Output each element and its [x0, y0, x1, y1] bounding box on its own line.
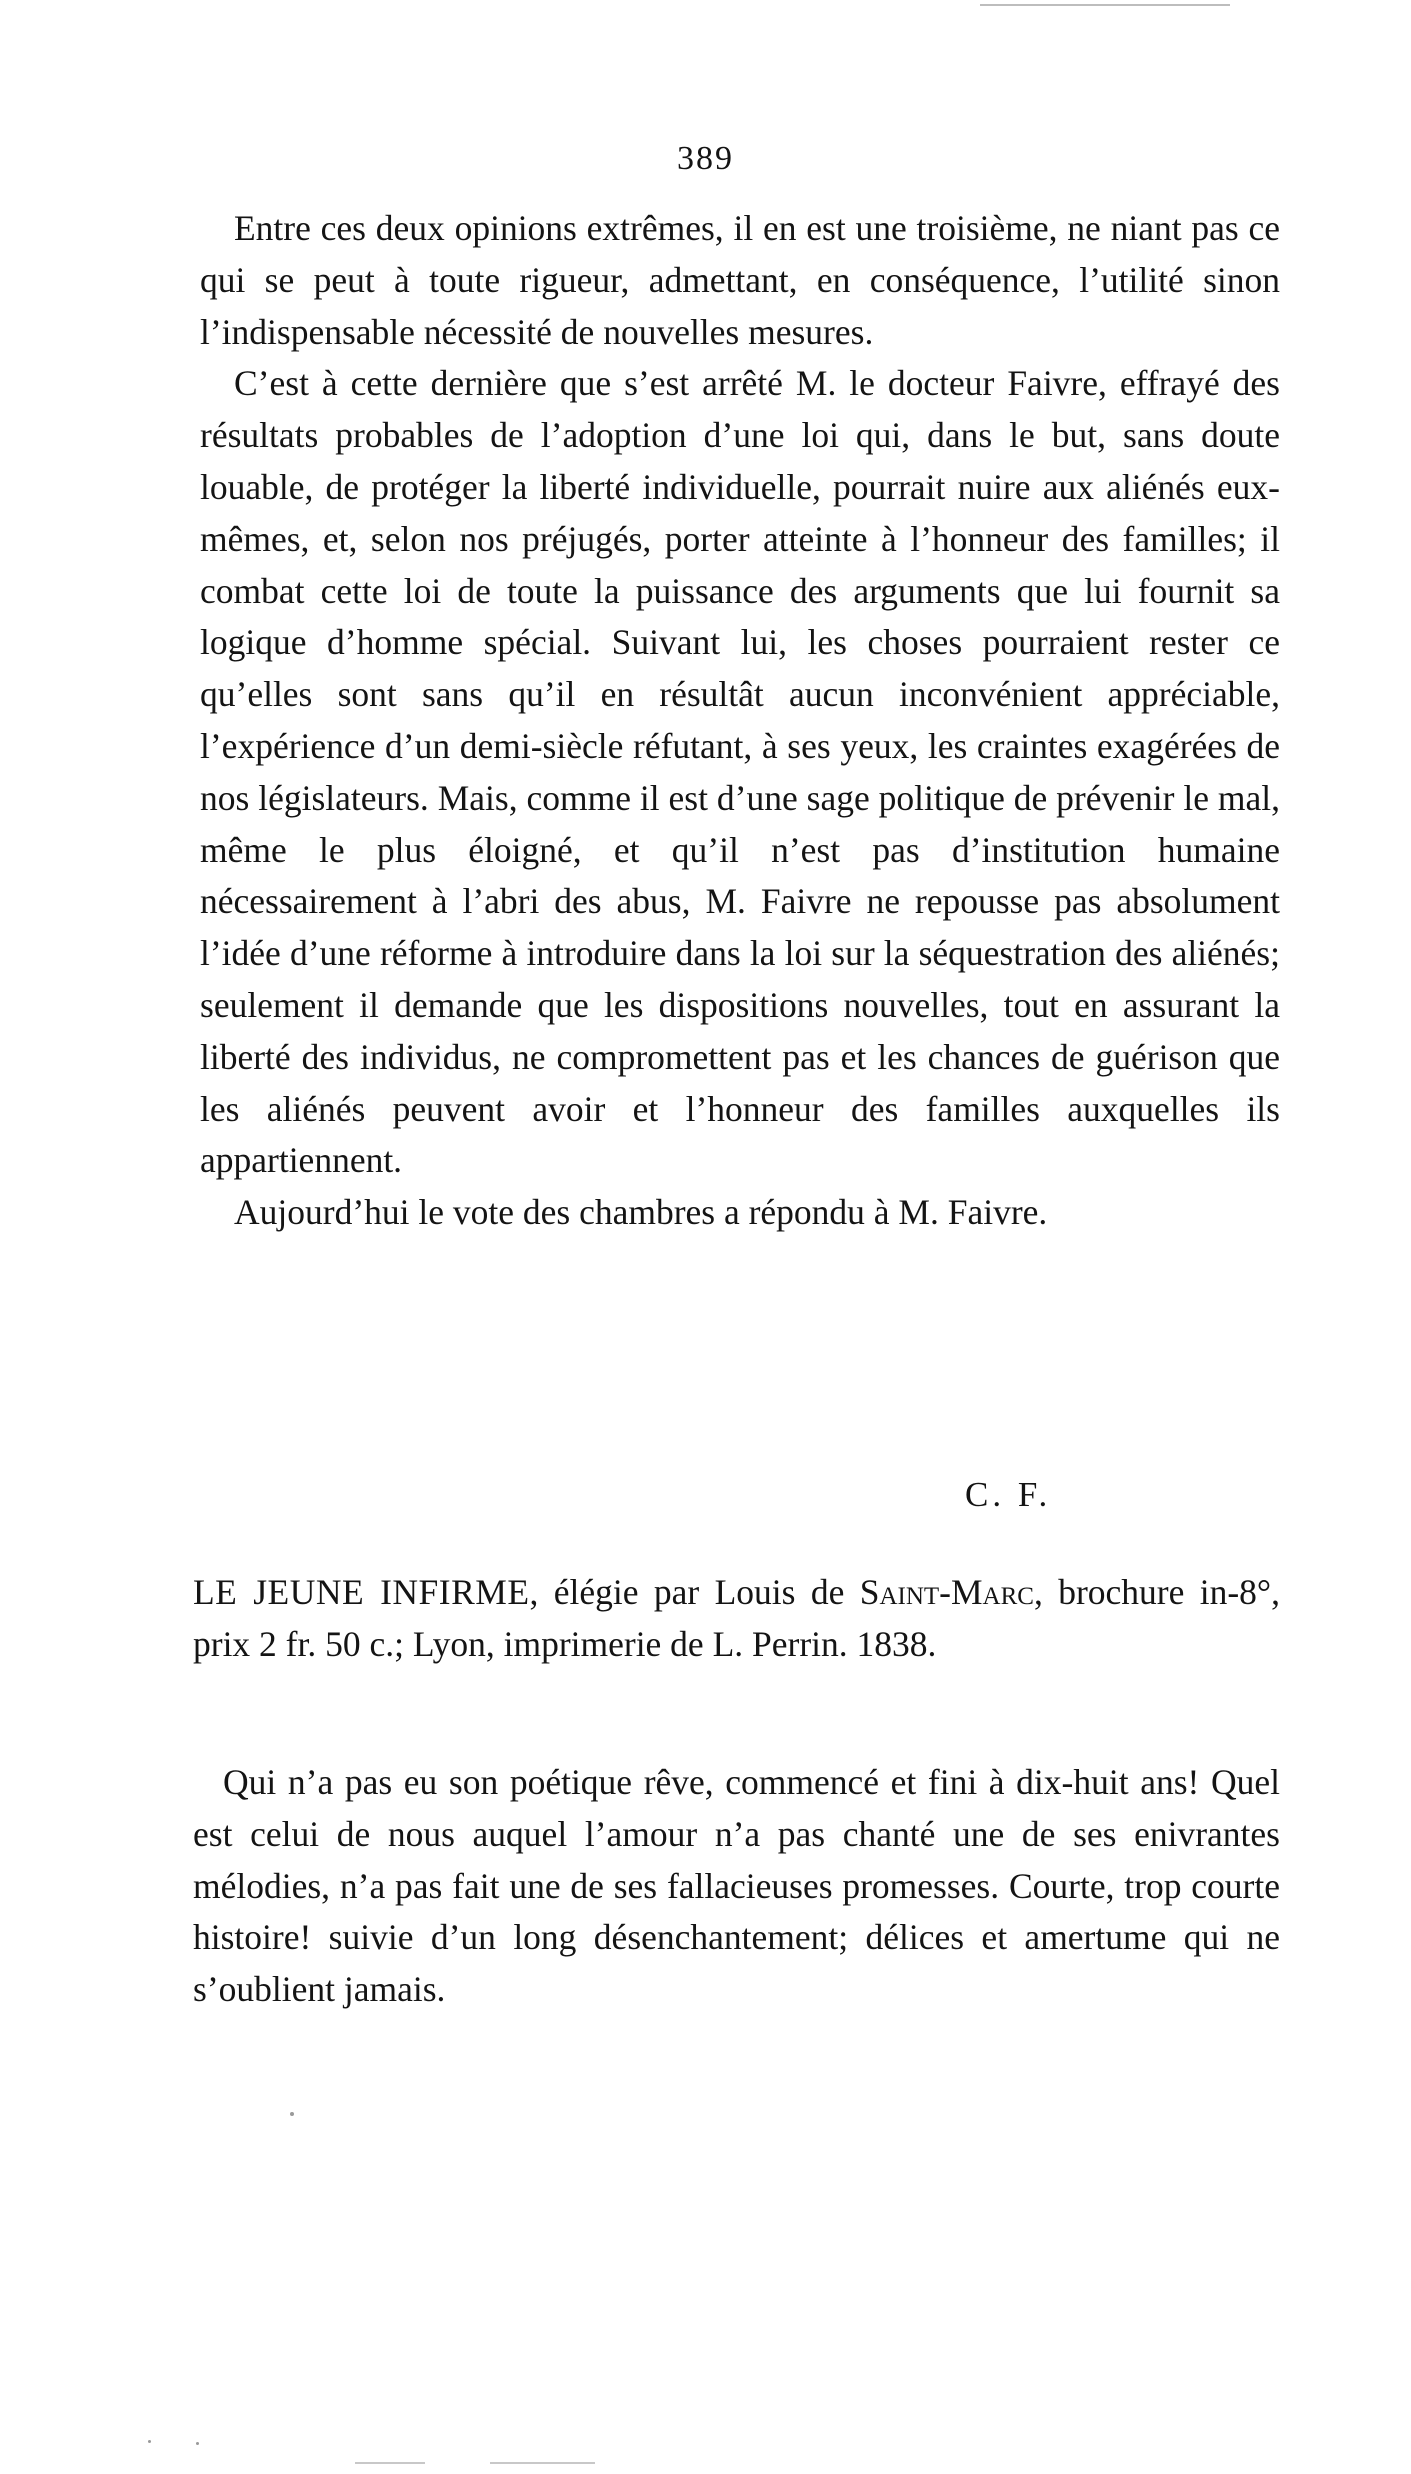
- review-paragraph: Qui n’a pas eu son poétique rêve, commencé et fini à dix-huit ans! Quel est celui de nous auquel l’amour n’a pas chanté une de ses enivrantes mélodies, n’a pas fait une de ses fallacieuses promesses. Courte, trop courte histoire! suivie d’un long désenchantement; délices et amertume qui ne s’oublient jamais.: [193, 1762, 1280, 2010]
- review-body: [193, 1757, 1280, 2016]
- article-body: [200, 203, 1280, 1239]
- top-edge-rule: [980, 4, 1230, 6]
- author-signature: C. F.: [965, 1475, 1052, 1514]
- review-book-description: , élégie par Louis de: [529, 1572, 860, 1612]
- bottom-edge-rule: [490, 2462, 595, 2464]
- review-book-title: LE JEUNE INFIRME: [193, 1572, 530, 1612]
- article-paragraph-2: C’est à cette dernière que s’est arrêté M. le docteur Faivre, effrayé des résultats probables de l’adoption d’une loi qui, dans le but, sans doute louable, de protéger la liberté individuelle, pourrait nuire aux aliénés eux-mêmes, et, selon nos préjugés, porter atteinte à l’honneur des familles; il combat cette loi de toute la puissance des arguments que lui fournit sa logique d’homme spécial. Suivant lui, les choses pourraient rester ce qu’elles sont sans qu’il en résultât aucun inconvénient appréciable, l’expérience d’un demi-siècle réfutant, à ses yeux, les craintes exagérées de nos législateurs. Mais, comme il est d’une sage politique de prévenir le mal, même le plus éloigné, et qu’il n’est pas d’institution humaine nécessairement à l’abri des abus, M. Faivre ne repousse pas absolument l’idée d’une réforme à introduire dans la loi sur la séquestration des aliénés; seulement il demande que les dispositions nouvelles, tout en assurant la liberté des individus, ne compromettent pas et les chances de guérison que les aliénés peuvent avoir et l’honneur des familles auxquelles ils appartiennent.: [200, 363, 1280, 1181]
- article-paragraph-3: Aujourd’hui le vote des chambres a répondu à M. Faivre.: [234, 1192, 1048, 1233]
- page-number: 389: [677, 140, 734, 177]
- scan-speck: [290, 2112, 294, 2116]
- review-book-details: , brochure in-8°, prix 2 fr. 50 c.; Lyon, imprimerie de L. Perrin. 1838.: [193, 1572, 1280, 1664]
- bottom-edge-rule: [355, 2462, 425, 2464]
- scan-speck: [148, 2440, 151, 2443]
- article-paragraph-1: Entre ces deux opinions extrêmes, il en est une troisième, ne niant pas ce qui se peut à toute rigueur, admettant, en conséquence, l’utilité sinon l’indispensable nécessité de nouvelles mesures.: [200, 208, 1280, 352]
- review-heading: [193, 1567, 1280, 1671]
- scan-speck: [196, 2442, 199, 2445]
- review-book-author: Saint-Marc: [859, 1572, 1034, 1612]
